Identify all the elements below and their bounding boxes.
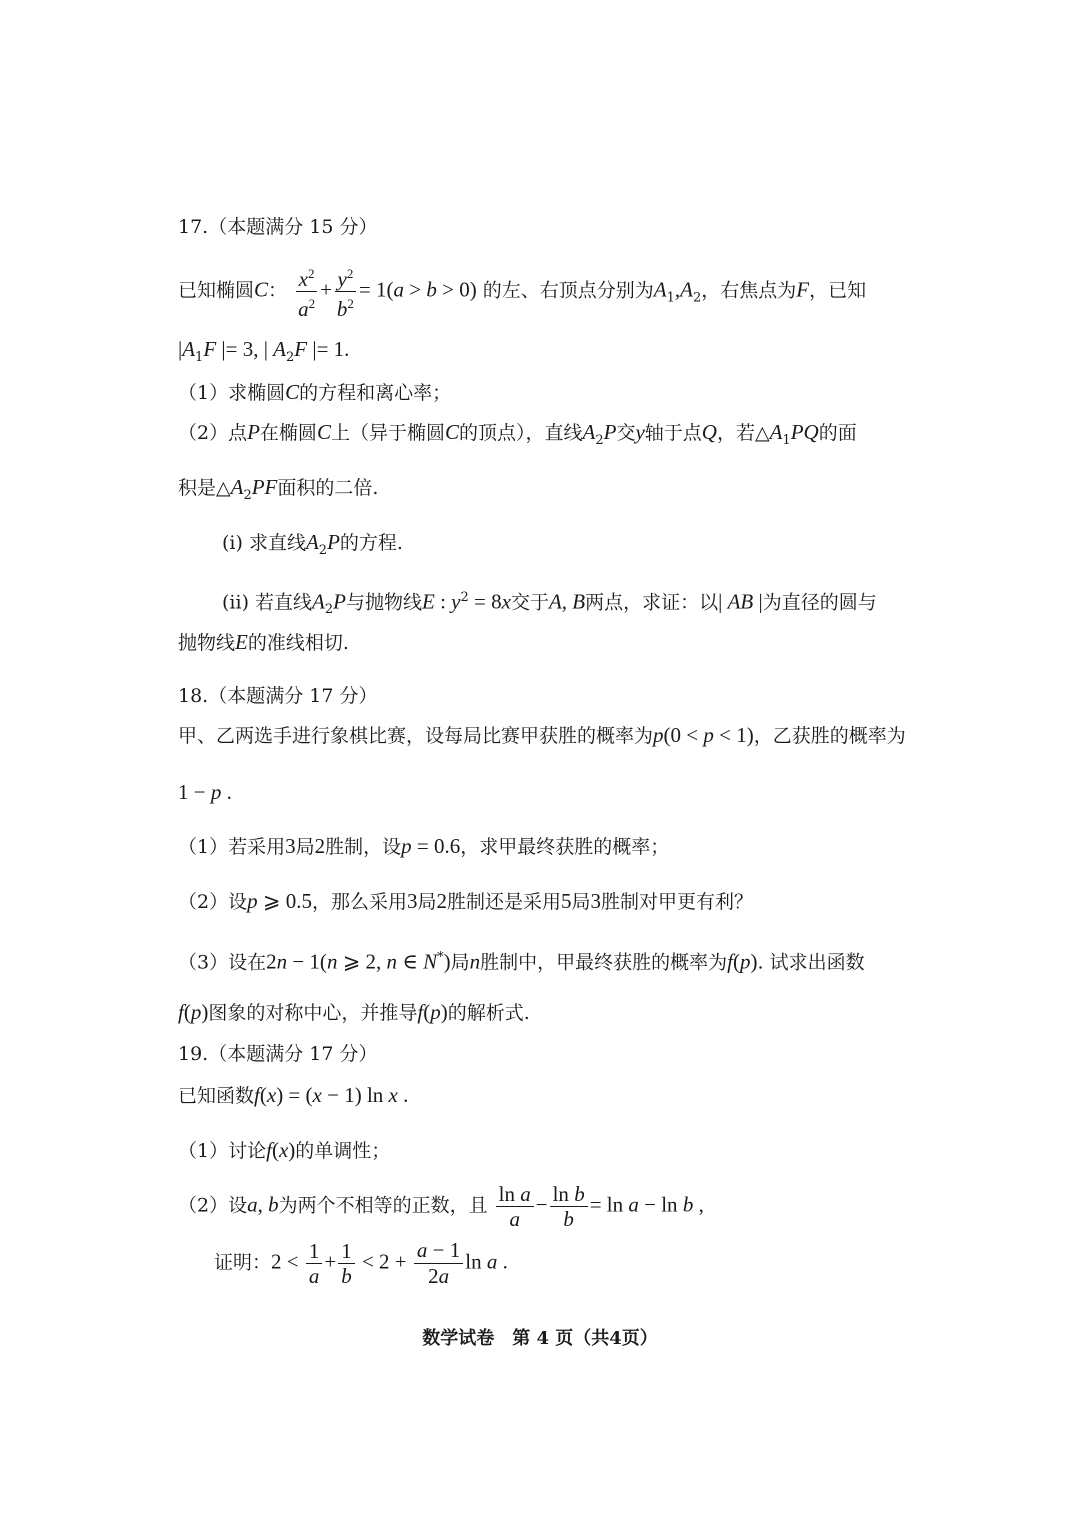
q18-header: 18.（本题满分 17 分） (178, 685, 378, 707)
q17-part1: （1）求椭圆C的方程和离心率； (178, 380, 452, 404)
q17-part2-ii: (ii) 若直线$A_2P$与抛物线E : $y^2 = 8x$交于A, B两点，求证：以| AB |为直径的圆与 (222, 589, 877, 618)
q17-part2-i: (i) 求直线$A_2P$的方程. (222, 530, 403, 558)
q17-part2-line2: 积是$\triangle A_2PF$面积的二倍. (178, 475, 379, 503)
q17-part2-ii-line2: 抛物线E的准线相切. (178, 630, 349, 654)
q19-stem: 已知函数f(x) = (x − 1) ln x . (178, 1083, 409, 1107)
page-footer: 数学试卷 第 4 页（共4页） (422, 1328, 658, 1349)
q17-given: $|A_1F$ |= 3, | $A_2F$ |= 1. (178, 337, 350, 365)
q17-part2: （2）点P在椭圆C上（异于椭圆C的顶点），直线$A_2P$交y轴于点Q，若$\triangle A_1PQ$的面 (178, 420, 857, 448)
q17-stem: 已知椭圆C： $\frac{x^2}{a^2}$ + $\frac{y^2}{b^2}$ = 1(a > b > 0) 的左、右顶点分别为$A_1,A_2$，右焦点为F，已知 (178, 262, 866, 321)
q18-part2: （2）设p ⩾ 0.5，那么采用3局2胜制还是采用5局3胜制对甲更有利？ (178, 889, 754, 913)
q19-header: 19.（本题满分 17 分） (178, 1043, 378, 1065)
q19-part2: （2）设a, b为两个不相等的正数，且 $\frac{\text{ln a}}{a}$ − $\frac{\text{ln b}}{b}$ = ln a − ln b , (178, 1182, 704, 1231)
q18-part3-line2: f(p)图象的对称中心，并推导f(p)的解析式. (178, 1000, 530, 1024)
q17-header: 17.（本题满分 15 分） (178, 216, 378, 238)
q18-stem: 甲、乙两选手进行象棋比赛，设每局比赛甲获胜的概率为p(0 < p < 1)，乙获胜的概率为 (178, 723, 906, 747)
q18-part3: （3）设在2n − 1(n ⩾ 2, n ∈ N*)局n胜制中，甲最终获胜的概率为f(p). 试求出函数 (178, 949, 865, 974)
q18-part1: （1）若采用3局2胜制，设p = 0.6，求甲最终获胜的概率； (178, 834, 670, 858)
q19-proof: 证明：2 < $\frac{1}{a}$ + $\frac{1}{b}$ < 2 + $\frac{a - 1}{2a}$ ln a . (214, 1238, 508, 1288)
q19-part1: （1）讨论f(x)的单调性； (178, 1138, 391, 1162)
q18-stem-line2: 1 − p . (178, 780, 232, 804)
